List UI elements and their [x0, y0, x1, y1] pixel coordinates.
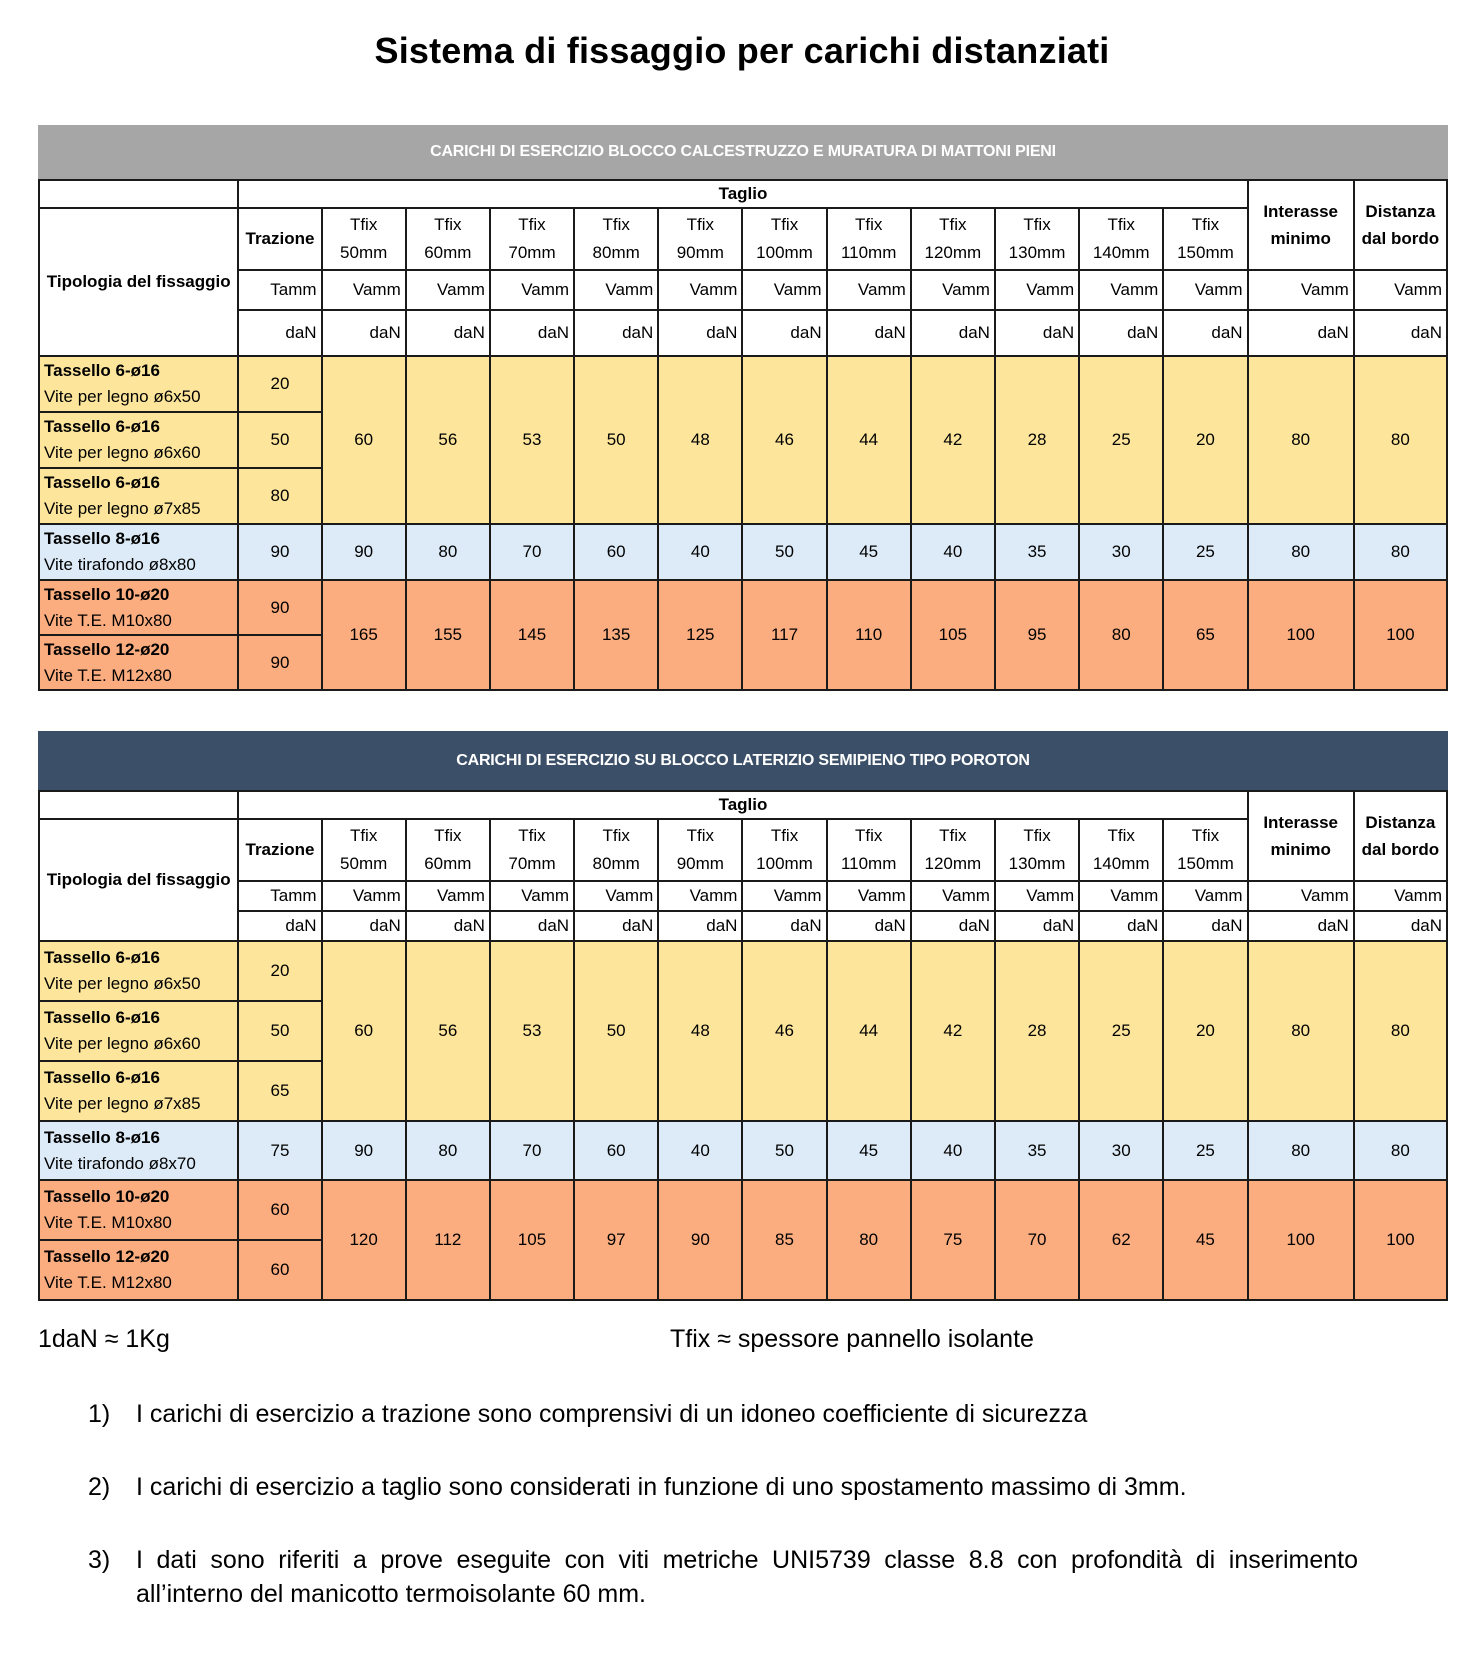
tfix-size: 110mm: [840, 854, 897, 873]
shear-value: 28: [995, 356, 1079, 524]
fixing-name: Tassello 6-ø16: [44, 417, 160, 436]
shear-value: 80: [1079, 580, 1163, 690]
unit-dan: daN: [322, 310, 406, 356]
shear-value: 60: [322, 356, 406, 524]
header-tfix: [1163, 819, 1247, 881]
unit-vamm: Vamm: [658, 270, 742, 310]
header-tfix: [995, 819, 1079, 881]
shear-value: 45: [1163, 1180, 1247, 1300]
shear-value: 65: [1163, 580, 1247, 690]
shear-value: 97: [574, 1180, 658, 1300]
interasse-value: 80: [1248, 941, 1354, 1121]
shear-value: 80: [827, 1180, 911, 1300]
tfix-size: 130mm: [1008, 854, 1066, 873]
unit-dan: daN: [1248, 310, 1354, 356]
header-tfix: [574, 208, 658, 270]
header-tfix: [911, 819, 995, 881]
header-distanza-line-1: Distanza: [1365, 813, 1436, 832]
fixing-type-cell: [39, 1061, 238, 1121]
tfix-label: Tfix: [939, 826, 967, 845]
unit-vamm: Vamm: [658, 881, 742, 911]
tfix-size: 130mm: [1008, 243, 1066, 262]
tfix-size: 100mm: [756, 854, 813, 873]
shear-value: 44: [827, 941, 911, 1121]
shear-value: 50: [574, 941, 658, 1121]
unit-vamm: Vamm: [1248, 270, 1354, 310]
header-interasse-line-1: Interasse: [1263, 813, 1338, 832]
fixing-name: Tassello 6-ø16: [44, 473, 160, 492]
note-number: 3): [88, 1546, 111, 1574]
table-row: [39, 580, 1447, 635]
shear-value: 90: [322, 524, 406, 580]
unit-vamm: Vamm: [911, 270, 995, 310]
note-item-3: [88, 1543, 1358, 1611]
trazione-value: 90: [238, 635, 321, 690]
unit-dan: daN: [574, 310, 658, 356]
fixing-type-cell: [39, 941, 238, 1001]
header-tfix: [322, 208, 406, 270]
shear-value: 53: [490, 356, 574, 524]
tfix-label: Tfix: [686, 215, 715, 234]
trazione-value: 75: [238, 1121, 321, 1180]
fixing-type-cell: [39, 412, 238, 468]
unit-dan: daN: [911, 911, 995, 941]
shear-value: 90: [322, 1121, 406, 1180]
trazione-value: 20: [238, 941, 321, 1001]
shear-value: 30: [1079, 524, 1163, 580]
header-tipologia: Tipologia del fissaggio: [39, 819, 238, 941]
unit-dan: daN: [742, 911, 826, 941]
shear-value: 44: [827, 356, 911, 524]
header-taglio: Taglio: [238, 791, 1247, 819]
unit-dan: daN: [1163, 310, 1247, 356]
unit-dan: daN: [406, 310, 490, 356]
distanza-value: 80: [1354, 941, 1447, 1121]
shear-value: 145: [490, 580, 574, 690]
header-tfix: [322, 819, 406, 881]
shear-value: 46: [742, 941, 826, 1121]
unit-vamm: Vamm: [995, 881, 1079, 911]
header-trazione: Trazione: [238, 819, 321, 881]
shear-value: 60: [322, 941, 406, 1121]
header-blank-cell: [39, 180, 238, 208]
tfix-size: 100mm: [756, 243, 813, 262]
header-tfix: [995, 208, 1079, 270]
header-taglio: Taglio: [238, 180, 1247, 208]
header-tfix: [406, 819, 490, 881]
tfix-label: Tfix: [939, 215, 967, 234]
unit-dan: daN: [1354, 911, 1447, 941]
tfix-size: 90mm: [676, 243, 724, 262]
fixing-type-cell: [39, 580, 238, 635]
unit-vamm: Vamm: [1079, 270, 1163, 310]
fixing-type-cell: [39, 468, 238, 524]
screw-spec: Vite per legno ø7x85: [44, 1094, 201, 1113]
unit-dan: daN: [658, 911, 742, 941]
shear-value: 48: [658, 941, 742, 1121]
shear-value: 20: [1163, 356, 1247, 524]
shear-value: 90: [658, 1180, 742, 1300]
note-item-1: [88, 1397, 1358, 1431]
distanza-value: 80: [1354, 356, 1447, 524]
unit-vamm: Vamm: [322, 881, 406, 911]
tfix-label: Tfix: [602, 215, 630, 234]
screw-spec: Vite T.E. M12x80: [44, 665, 172, 685]
unit-dan: daN: [1079, 911, 1163, 941]
trazione-value: 90: [238, 580, 321, 635]
shear-value: 48: [658, 356, 742, 524]
header-interasse-line-2: minimo: [1270, 229, 1331, 248]
screw-spec: Vite T.E. M12x80: [44, 1273, 172, 1292]
loads-table-concrete: [38, 179, 1448, 691]
unit-dan: daN: [658, 310, 742, 356]
tfix-note: Tfix ≈ spessore pannello isolante: [670, 1325, 1034, 1353]
fixing-name: Tassello 10-ø20: [44, 584, 170, 604]
tfix-size: 50mm: [340, 854, 388, 873]
unit-dan: daN: [1163, 911, 1247, 941]
unit-vamm: Vamm: [1163, 881, 1247, 911]
tfix-label: Tfix: [1023, 215, 1051, 234]
unit-vamm: Vamm: [1354, 270, 1447, 310]
header-tfix: [742, 819, 826, 881]
header-tfix: [1079, 819, 1163, 881]
fixing-name: Tassello 6-ø16: [44, 948, 160, 967]
unit-note: 1daN ≈ 1Kg: [38, 1325, 170, 1353]
header-distanza-line-1: Distanza: [1365, 202, 1436, 221]
shear-value: 125: [658, 580, 742, 690]
unit-dan: daN: [238, 911, 321, 941]
tfix-label: Tfix: [518, 215, 546, 234]
tfix-label: Tfix: [518, 826, 546, 845]
shear-value: 80: [406, 1121, 490, 1180]
unit-dan: daN: [490, 310, 574, 356]
table-2-banner: CARICHI DI ESERCIZIO SU BLOCCO LATERIZIO SEMIPIENO TIPO POROTON: [38, 731, 1448, 790]
tfix-size: 60mm: [424, 854, 472, 873]
unit-vamm: Vamm: [827, 270, 911, 310]
distanza-value: 100: [1354, 580, 1447, 690]
trazione-value: 60: [238, 1180, 321, 1240]
shear-value: 40: [911, 524, 995, 580]
tfix-label: Tfix: [686, 826, 715, 845]
screw-spec: Vite per legno ø7x85: [44, 499, 201, 518]
tfix-label: Tfix: [602, 826, 630, 845]
header-tfix: [827, 208, 911, 270]
screw-spec: Vite T.E. M10x80: [44, 1213, 172, 1232]
unit-vamm: Vamm: [574, 270, 658, 310]
trazione-value: 80: [238, 468, 321, 524]
loads-table-poroton: [38, 790, 1448, 1301]
shear-value: 70: [490, 524, 574, 580]
note-number: 1): [88, 1400, 111, 1428]
trazione-value: 50: [238, 412, 321, 468]
interasse-value: 80: [1248, 524, 1354, 580]
table-row: [39, 1180, 1447, 1240]
shear-value: 20: [1163, 941, 1247, 1121]
shear-value: 120: [322, 1180, 406, 1300]
unit-dan: daN: [322, 911, 406, 941]
tfix-size: 60mm: [424, 243, 472, 262]
screw-spec: Vite per legno ø6x60: [44, 1034, 201, 1053]
page-title: Sistema di fissaggio per carichi distanziati: [374, 30, 1110, 71]
tfix-size: 70mm: [508, 243, 556, 262]
header-interasse-line-1: Interasse: [1263, 202, 1338, 221]
unit-dan: daN: [911, 310, 995, 356]
tfix-size: 90mm: [676, 854, 724, 873]
tfix-label: Tfix: [854, 215, 883, 234]
shear-value: 40: [658, 1121, 742, 1180]
fixing-type-cell: [39, 1180, 238, 1240]
distanza-value: 80: [1354, 524, 1447, 580]
unit-vamm: Vamm: [911, 881, 995, 911]
tfix-size: 140mm: [1092, 243, 1150, 262]
unit-vamm: Vamm: [322, 270, 406, 310]
shear-value: 56: [406, 941, 490, 1121]
tfix-label: Tfix: [1191, 215, 1220, 234]
header-tfix: [827, 819, 911, 881]
unit-dan: daN: [406, 911, 490, 941]
fixing-name: Tassello 8-ø16: [44, 529, 160, 548]
header-interasse: [1248, 180, 1354, 270]
table-row: [39, 524, 1447, 580]
shear-value: 105: [490, 1180, 574, 1300]
tfix-size: 150mm: [1177, 854, 1234, 873]
tfix-label: Tfix: [349, 826, 378, 845]
tfix-label: Tfix: [434, 215, 462, 234]
header-interasse: [1248, 791, 1354, 881]
tfix-label: Tfix: [1107, 826, 1135, 845]
trazione-value: 20: [238, 356, 321, 412]
header-tfix: [1163, 208, 1247, 270]
unit-dan: daN: [490, 911, 574, 941]
interasse-value: 80: [1248, 356, 1354, 524]
unit-dan: daN: [574, 911, 658, 941]
header-tfix: [574, 819, 658, 881]
unit-vamm: Vamm: [1248, 881, 1354, 911]
unit-vamm: Vamm: [742, 270, 826, 310]
unit-vamm: Vamm: [490, 270, 574, 310]
shear-value: 165: [322, 580, 406, 690]
distanza-value: 100: [1354, 1180, 1447, 1300]
shear-value: 85: [742, 1180, 826, 1300]
unit-dan: daN: [742, 310, 826, 356]
note-text: I carichi di esercizio a trazione sono comprensivi di un idoneo coefficiente di sicurezza: [136, 1400, 1088, 1428]
table-row: [39, 356, 1447, 412]
header-trazione: Trazione: [238, 208, 321, 270]
trazione-value: 65: [238, 1061, 321, 1121]
fixing-type-cell: [39, 1121, 238, 1180]
shear-value: 25: [1079, 941, 1163, 1121]
header-distanza: [1354, 180, 1447, 270]
tfix-size: 120mm: [924, 243, 982, 262]
shear-value: 35: [995, 1121, 1079, 1180]
unit-tamm: Tamm: [238, 881, 321, 911]
table-row: [39, 1121, 1447, 1180]
shear-value: 35: [995, 524, 1079, 580]
tfix-label: Tfix: [434, 826, 462, 845]
shear-value: 50: [742, 1121, 826, 1180]
unit-tamm: Tamm: [238, 270, 321, 310]
shear-value: 56: [406, 356, 490, 524]
screw-spec: Vite per legno ø6x60: [44, 443, 201, 462]
shear-value: 42: [911, 356, 995, 524]
unit-dan: daN: [995, 310, 1079, 356]
shear-value: 95: [995, 580, 1079, 690]
fixing-type-cell: [39, 356, 238, 412]
shear-value: 45: [827, 524, 911, 580]
tfix-label: Tfix: [1191, 826, 1220, 845]
fixing-name: Tassello 6-ø16: [44, 361, 160, 380]
note-number: 2): [88, 1473, 111, 1501]
screw-spec: Vite T.E. M10x80: [44, 610, 172, 630]
interasse-value: 100: [1248, 580, 1354, 690]
header-interasse-line-2: minimo: [1270, 840, 1331, 859]
fixing-type-cell: [39, 635, 238, 690]
shear-value: 117: [742, 580, 826, 690]
unit-dan: daN: [1248, 911, 1354, 941]
unit-vamm: Vamm: [406, 881, 490, 911]
table-1-banner: CARICHI DI ESERCIZIO BLOCCO CALCESTRUZZO E MURATURA DI MATTONI PIENI: [38, 125, 1448, 179]
shear-value: 40: [911, 1121, 995, 1180]
note-text: I dati sono riferiti a prove eseguite con viti metriche UNI5739 classe 8.8 con profondità di inserimento all’interno del manicotto termoisolante 60 mm.: [136, 1546, 1358, 1608]
fixing-type-cell: [39, 524, 238, 580]
shear-value: 25: [1163, 1121, 1247, 1180]
unit-vamm: Vamm: [1163, 270, 1247, 310]
shear-value: 155: [406, 580, 490, 690]
unit-vamm: Vamm: [406, 270, 490, 310]
unit-dan: daN: [1354, 310, 1447, 356]
shear-value: 45: [827, 1121, 911, 1180]
shear-value: 110: [827, 580, 911, 690]
fixing-name: Tassello 8-ø16: [44, 1127, 160, 1147]
unit-dan: daN: [1079, 310, 1163, 356]
trazione-value: 60: [238, 1240, 321, 1300]
screw-spec: Vite tirafondo ø8x80: [44, 555, 196, 574]
shear-value: 70: [490, 1121, 574, 1180]
tfix-label: Tfix: [770, 215, 799, 234]
shear-value: 53: [490, 941, 574, 1121]
fixing-name: Tassello 12-ø20: [44, 1247, 170, 1266]
unit-vamm: Vamm: [1354, 881, 1447, 911]
interasse-value: 100: [1248, 1180, 1354, 1300]
shear-value: 25: [1079, 356, 1163, 524]
tfix-size: 140mm: [1092, 854, 1150, 873]
note-text: I carichi di esercizio a taglio sono considerati in funzione di uno spostamento massimo di 3mm.: [136, 1473, 1187, 1501]
unit-dan: daN: [995, 911, 1079, 941]
unit-vamm: Vamm: [827, 881, 911, 911]
shear-value: 112: [406, 1180, 490, 1300]
shear-value: 135: [574, 580, 658, 690]
header-distanza: [1354, 791, 1447, 881]
shear-value: 60: [574, 1121, 658, 1180]
tfix-size: 150mm: [1177, 243, 1234, 262]
header-tfix: [742, 208, 826, 270]
fixing-name: Tassello 6-ø16: [44, 1068, 160, 1087]
tfix-size: 70mm: [508, 854, 556, 873]
shear-value: 70: [995, 1180, 1079, 1300]
header-tfix: [406, 208, 490, 270]
shear-value: 75: [911, 1180, 995, 1300]
fixing-name: Tassello 10-ø20: [44, 1187, 170, 1206]
shear-value: 105: [911, 580, 995, 690]
unit-vamm: Vamm: [574, 881, 658, 911]
shear-value: 50: [574, 356, 658, 524]
shear-value: 40: [658, 524, 742, 580]
tfix-label: Tfix: [1023, 826, 1051, 845]
unit-vamm: Vamm: [490, 881, 574, 911]
tfix-size: 120mm: [924, 854, 982, 873]
shear-value: 30: [1079, 1121, 1163, 1180]
header-tfix: [490, 208, 574, 270]
tfix-label: Tfix: [349, 215, 378, 234]
tfix-size: 110mm: [840, 243, 897, 262]
tfix-label: Tfix: [854, 826, 883, 845]
screw-spec: Vite per legno ø6x50: [44, 974, 201, 993]
screw-spec: Vite tirafondo ø8x70: [44, 1153, 196, 1173]
distanza-value: 80: [1354, 1121, 1447, 1180]
fixing-type-cell: [39, 1240, 238, 1300]
header-tfix: [490, 819, 574, 881]
unit-vamm: Vamm: [995, 270, 1079, 310]
shear-value: 62: [1079, 1180, 1163, 1300]
tfix-label: Tfix: [1107, 215, 1135, 234]
tfix-label: Tfix: [770, 826, 799, 845]
header-distanza-line-2: dal bordo: [1361, 840, 1440, 859]
shear-value: 28: [995, 941, 1079, 1121]
shear-value: 80: [406, 524, 490, 580]
unit-dan: daN: [238, 310, 321, 356]
tfix-size: 80mm: [592, 854, 640, 873]
fixing-name: Tassello 12-ø20: [44, 639, 170, 659]
fixing-name: Tassello 6-ø16: [44, 1008, 160, 1027]
header-tfix: [1079, 208, 1163, 270]
fixing-type-cell: [39, 1001, 238, 1061]
screw-spec: Vite per legno ø6x50: [44, 387, 201, 406]
tfix-size: 50mm: [340, 243, 388, 262]
note-item-2: [88, 1470, 1358, 1504]
header-blank-cell: [39, 791, 238, 819]
header-tfix: [658, 208, 742, 270]
unit-vamm: Vamm: [742, 881, 826, 911]
shear-value: 46: [742, 356, 826, 524]
unit-vamm: Vamm: [1079, 881, 1163, 911]
unit-dan: daN: [827, 310, 911, 356]
header-tipologia: Tipologia del fissaggio: [39, 208, 238, 356]
header-distanza-line-2: dal bordo: [1361, 229, 1440, 248]
trazione-value: 50: [238, 1001, 321, 1061]
table-row: [39, 941, 1447, 1001]
trazione-value: 90: [238, 524, 321, 580]
interasse-value: 80: [1248, 1121, 1354, 1180]
shear-value: 42: [911, 941, 995, 1121]
shear-value: 25: [1163, 524, 1247, 580]
shear-value: 60: [574, 524, 658, 580]
unit-dan: daN: [827, 911, 911, 941]
header-tfix: [911, 208, 995, 270]
shear-value: 50: [742, 524, 826, 580]
header-tfix: [658, 819, 742, 881]
tfix-size: 80mm: [592, 243, 640, 262]
